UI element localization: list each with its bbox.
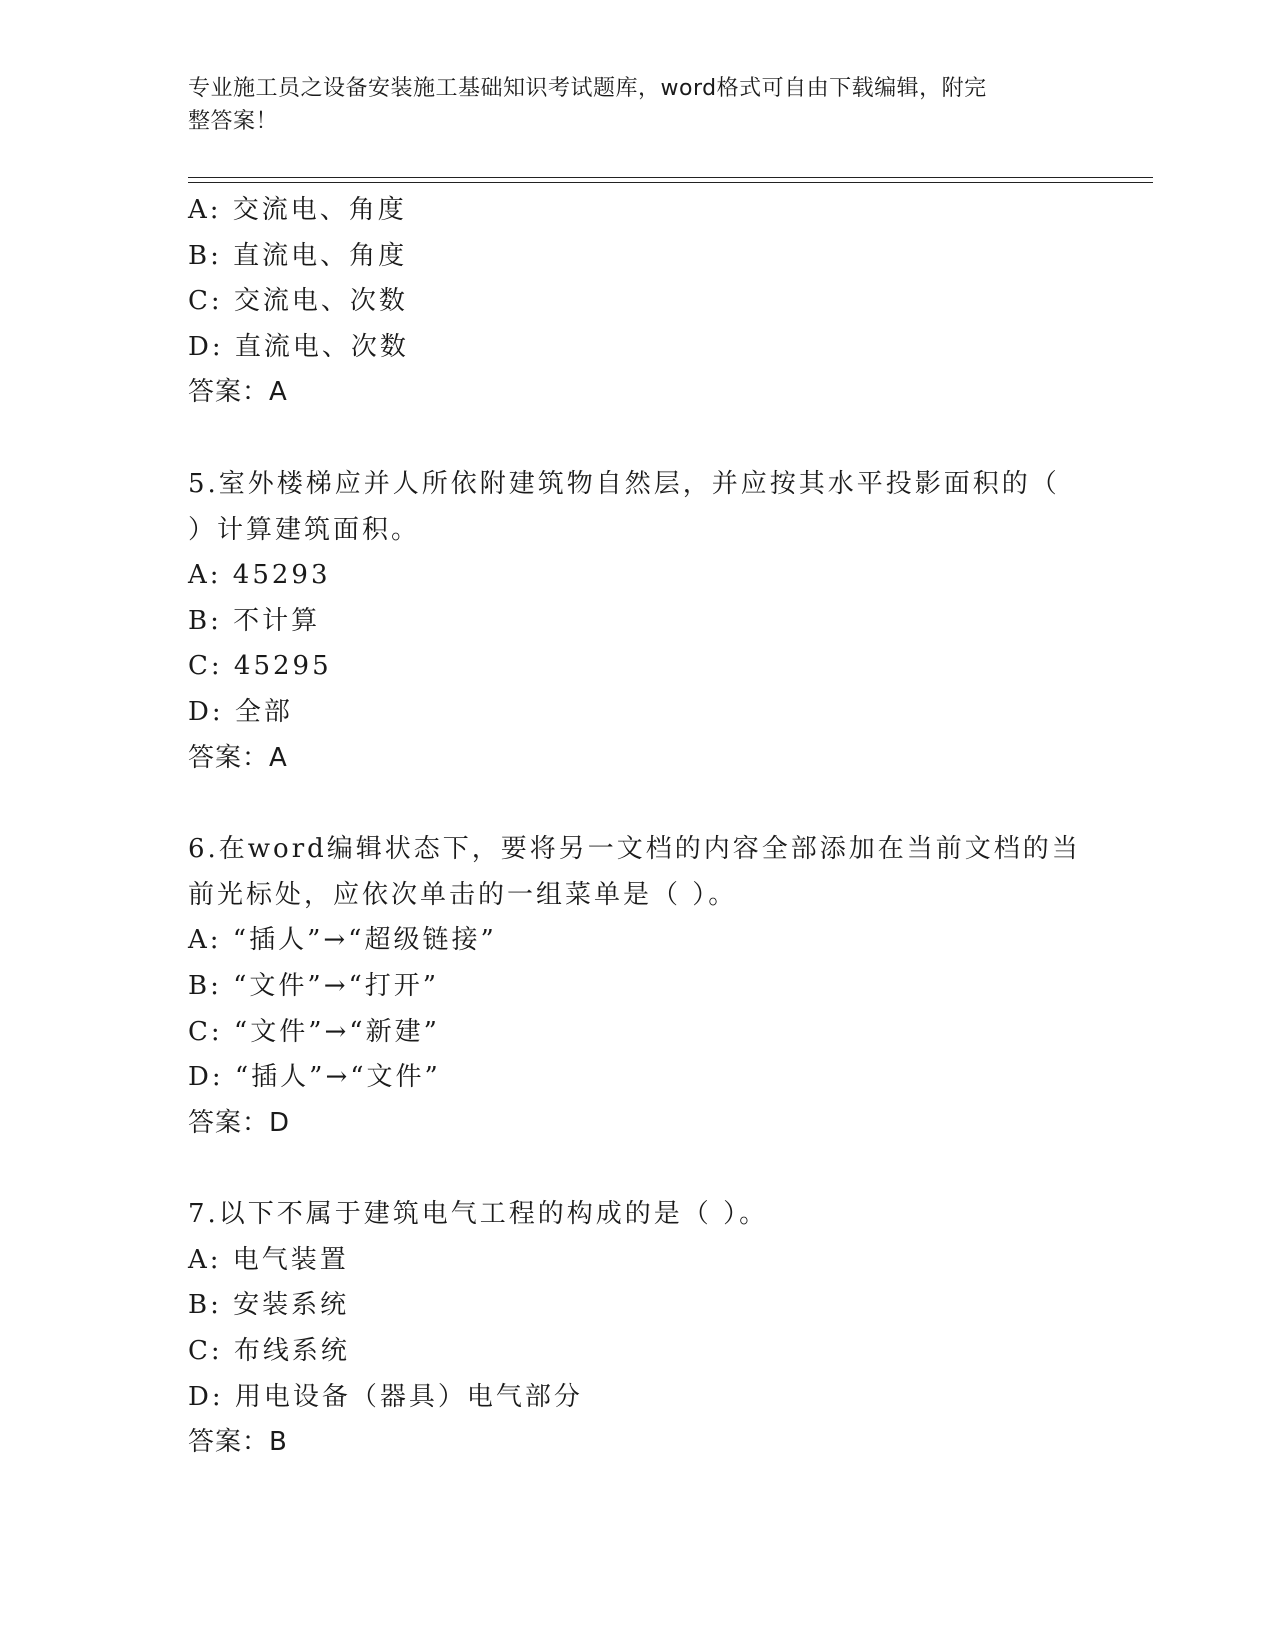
option-c: C: “文件”→“新建”	[188, 1016, 440, 1047]
option-c: C: 布线系统	[188, 1336, 350, 1367]
question-7	[188, 1192, 1088, 1466]
spacer	[188, 416, 1088, 462]
spacer	[188, 1146, 1088, 1192]
option-b: B: 安装系统	[188, 1290, 350, 1321]
option-a: A: “插人”→“超级链接”	[188, 925, 497, 956]
answer-line: 答案：D	[188, 1107, 291, 1138]
answer-line: 答案：B	[188, 1427, 288, 1458]
question-6	[188, 827, 1088, 1146]
option-d: D: 全部	[188, 696, 293, 727]
answer-line: 答案：A	[188, 377, 288, 408]
header-line-1: 专业施工员之设备安装施工基础知识考试题库，word格式可自由下载编辑，附完	[188, 76, 987, 101]
option-b: B: “文件”→“打开”	[188, 970, 440, 1001]
question-stem-line-2: 前光标处，应依次单击的一组菜单是（ ）。	[188, 879, 738, 910]
option-d: D: “插人”→“文件”	[188, 1062, 441, 1093]
header-line-2: 整答案！	[188, 109, 279, 134]
question-4	[188, 188, 1088, 416]
option-b: B: 不计算	[188, 605, 321, 636]
option-c: C: 交流电、次数	[188, 286, 408, 317]
question-stem-line-1: 7.以下不属于建筑电气工程的构成的是（ ）。	[188, 1199, 769, 1230]
option-a: A: 交流电、角度	[188, 195, 407, 225]
option-c: C: 45295	[188, 651, 332, 682]
question-stem-line-2: ）计算建筑面积。	[188, 514, 421, 545]
option-d: D: 用电设备（器具）电气部分	[188, 1381, 583, 1412]
option-d: D: 直流电、次数	[188, 331, 409, 362]
option-a: A: 45293	[188, 560, 331, 591]
answer-line: 答案：A	[188, 742, 288, 773]
question-stem-line-1: 5.室外楼梯应并人所依附建筑物自然层，并应按其水平投影面积的（	[188, 468, 1060, 499]
question-list	[188, 188, 1088, 1466]
document-header	[188, 72, 1068, 138]
option-b: B: 直流电、角度	[188, 240, 408, 271]
header-divider-top	[188, 177, 1153, 178]
option-a: A: 电气装置	[188, 1244, 349, 1275]
question-stem-line-1: 6.在word编辑状态下，要将另一文档的内容全部添加在当前文档的当	[188, 834, 1081, 865]
header-divider-bottom	[188, 182, 1153, 183]
question-5	[188, 462, 1088, 781]
spacer	[188, 781, 1088, 827]
